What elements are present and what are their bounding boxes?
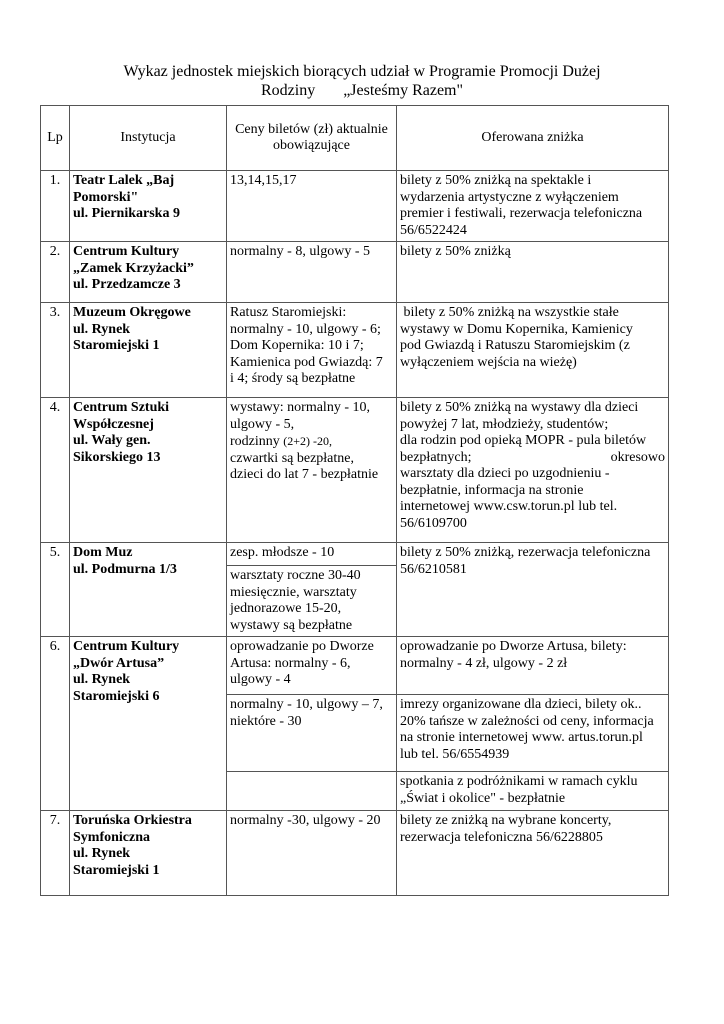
discount-line: bilety ze zniżką na wybrane koncerty, (400, 813, 612, 828)
institution-line: ul. Podmurna 1/3 (73, 561, 177, 577)
institution-line: Centrum Sztuki (73, 400, 170, 415)
title-line-1: Wykaz jednostek miejskich biorących udział w Programie Promocji Dużej (123, 63, 601, 80)
header-lp: Lp (41, 106, 70, 171)
row-prices (227, 811, 397, 896)
row-prices (227, 637, 397, 695)
row-institution (70, 637, 227, 811)
prices-line: normalny -30, ulgowy - 20 (230, 813, 381, 828)
institution-line: Toruńska Orkiestra (73, 813, 192, 828)
table-row (41, 242, 669, 303)
discount-line: wystawy w Domu Kopernika, Kamienicy (400, 321, 633, 337)
prices-line: wystawy są bezpłatne (230, 617, 353, 633)
discount-line: spotkania z podróżnikami w ramach cyklu (400, 774, 638, 789)
prices-fragment: -20, (310, 434, 333, 448)
table-row (41, 398, 669, 543)
row-discount (397, 398, 669, 543)
row-lp: 2. (41, 242, 70, 303)
header-institution: Instytucja (70, 106, 227, 171)
table-row (41, 303, 669, 398)
row-prices (227, 398, 397, 543)
row-discount (397, 171, 669, 242)
prices-line: i 4; środy są bezpłatne (230, 371, 356, 386)
prices-line: ulgowy - 4 (230, 672, 291, 687)
row-prices (227, 242, 397, 303)
discount-line: oprowadzanie po Dworze Artusa, bilety: (400, 639, 627, 654)
institution-line: ul. Piernikarska 9 (73, 206, 180, 221)
institution-line: Sikorskiego 13 (73, 449, 161, 465)
prices-line: 13,14,15,17 (230, 173, 297, 188)
discount-line: 56/6210581 (400, 561, 467, 577)
row-discount (397, 637, 669, 695)
institution-line: ul. Przedzamcze 3 (73, 277, 181, 292)
row-institution (70, 242, 227, 303)
row-institution (70, 398, 227, 543)
row-lp: 3. (41, 303, 70, 398)
discount-line: bilety z 50% zniżką na wystawy dla dzieci (400, 400, 639, 415)
discount-line: warsztaty dla dzieci po uzgodnieniu - (400, 466, 610, 481)
prices-line: ulgowy - 5, (230, 416, 295, 432)
row-discount (397, 811, 669, 896)
row-lp: 1. (41, 171, 70, 242)
prices-line (230, 433, 393, 451)
row-institution (70, 543, 227, 637)
institution-line: Muzeum Okręgowe (73, 305, 191, 320)
discount-line: premier i festiwali, rezerwacja telefoniczna (400, 206, 643, 221)
prices-line: Artusa: normalny - 6, (230, 655, 351, 671)
prices-line: dzieci do lat 7 - bezpłatnie (230, 467, 379, 482)
discount-line: 56/6109700 (400, 515, 467, 531)
prices-line: jednorazowe 15-20, (230, 601, 342, 616)
institution-line: ul. Rynek (73, 846, 131, 861)
row-lp: 6. (41, 637, 70, 811)
institution-line: Dom Muz (73, 545, 133, 560)
institution-line: Centrum Kultury (73, 244, 180, 259)
header-prices: Ceny biletów (zł) aktualnie obowiązujące (227, 106, 397, 171)
institution-line: Staromiejski 1 (73, 862, 160, 878)
discount-line: powyżej 7 lat, młodzieży, studentów; (400, 416, 609, 432)
row-prices (227, 171, 397, 242)
row-lp: 7. (41, 811, 70, 896)
institution-line: Staromiejski 6 (73, 688, 160, 704)
discount-line: normalny - 4 zł, ulgowy - 2 zł (400, 655, 568, 671)
prices-line: Dom Kopernika: 10 i 7; (230, 338, 364, 353)
row-discount (397, 543, 669, 637)
institution-line: Pomorski" (73, 189, 139, 205)
prices-line: zesp. młodsze - 10 (230, 545, 335, 560)
institution-line: „Dwór Artusa” (73, 655, 165, 671)
table-row (41, 637, 669, 695)
discount-line: rezerwacja telefoniczna 56/6228805 (400, 829, 603, 845)
table-row (41, 811, 669, 896)
discount-line: internetowej www.csw.torun.pl lub tel. (400, 499, 618, 514)
discount-line: 56/6522424 (400, 222, 467, 238)
row-discount (397, 695, 669, 772)
discount-line: wydarzenia artystyczne z wyłączeniem (400, 189, 619, 205)
document-title (0, 62, 724, 100)
discount-line: bilety z 50% zniżką na wszystkie stałe (400, 305, 619, 320)
row-discount (397, 303, 669, 398)
institution-line: Centrum Kultury (73, 639, 180, 654)
institution-line: Staromiejski 1 (73, 338, 160, 353)
prices-line: miesięcznie, warsztaty (230, 584, 357, 600)
discount-line: lub tel. 56/6554939 (400, 746, 510, 762)
institution-line: Teatr Lalek „Baj (73, 173, 175, 188)
discount-line: „Świat i okolice" - bezpłatnie (400, 790, 566, 806)
row-institution (70, 303, 227, 398)
institution-line: Symfoniczna (73, 829, 150, 845)
prices-line: Ratusz Staromiejski: (230, 305, 347, 320)
discount-line: dla rodzin pod opieką MOPR - pula biletów (400, 433, 647, 448)
discount-line: pod Gwiazdą i Ratuszu Staromiejskim (z (400, 338, 630, 353)
discount-line: 20% tańsze w zależności od ceny, informacja (400, 713, 654, 729)
row-prices-empty (227, 772, 397, 811)
title-line-2: Rodziny „Jesteśmy Razem" (260, 82, 464, 99)
prices-line: Kamienica pod Gwiazdą: 7 (230, 354, 383, 370)
row-lp: 5. (41, 543, 70, 637)
row-prices (227, 566, 397, 637)
institutions-table (40, 105, 669, 896)
institution-line: ul. Rynek (73, 672, 131, 687)
row-institution (70, 171, 227, 242)
prices-line: normalny - 10, ulgowy - 6; (230, 321, 381, 337)
family-size-note: (2+2) (283, 434, 311, 448)
institution-line: Współczesnej (73, 416, 154, 432)
discount-line: wyłączeniem wejścia na wieżę) (400, 354, 577, 370)
discount-line: bilety z 50% zniżką (400, 244, 511, 259)
row-prices (227, 303, 397, 398)
prices-line: normalny - 8, ulgowy - 5 (230, 244, 370, 259)
discount-fragment: bezpłatnych; (400, 449, 472, 465)
header-row (41, 106, 669, 171)
prices-fragment: rodzinny (230, 434, 284, 449)
discount-fragment: okresowo (610, 449, 665, 465)
header-discount: Oferowana zniżka (397, 106, 669, 171)
prices-line: warsztaty roczne 30-40 (230, 568, 361, 583)
discount-line (400, 450, 665, 467)
institution-line: ul. Wały gen. (73, 433, 151, 448)
row-discount (397, 772, 669, 811)
table-row (41, 171, 669, 242)
prices-line: wystawy: normalny - 10, (230, 400, 370, 415)
discount-line: bezpłatnie, informacja na stronie (400, 482, 584, 498)
row-prices (227, 543, 397, 566)
row-institution (70, 811, 227, 896)
discount-line: bilety z 50% zniżką, rezerwacja telefoniczna (400, 545, 651, 560)
row-lp: 4. (41, 398, 70, 543)
institution-line: „Zamek Krzyżacki” (73, 260, 194, 276)
prices-line: niektóre - 30 (230, 713, 302, 729)
institution-line: ul. Rynek (73, 321, 131, 337)
row-discount (397, 242, 669, 303)
prices-line: normalny - 10, ulgowy – 7, (230, 697, 383, 712)
row-prices (227, 695, 397, 772)
discount-line: imrezy organizowane dla dzieci, bilety ok.. (400, 697, 642, 712)
discount-line: na stronie internetowej www. artus.torun.pl (400, 730, 643, 745)
prices-line: oprowadzanie po Dworze (230, 639, 374, 654)
table-row (41, 543, 669, 566)
prices-line: czwartki są bezpłatne, (230, 450, 354, 466)
discount-line: bilety z 50% zniżką na spektakle i (400, 173, 592, 188)
